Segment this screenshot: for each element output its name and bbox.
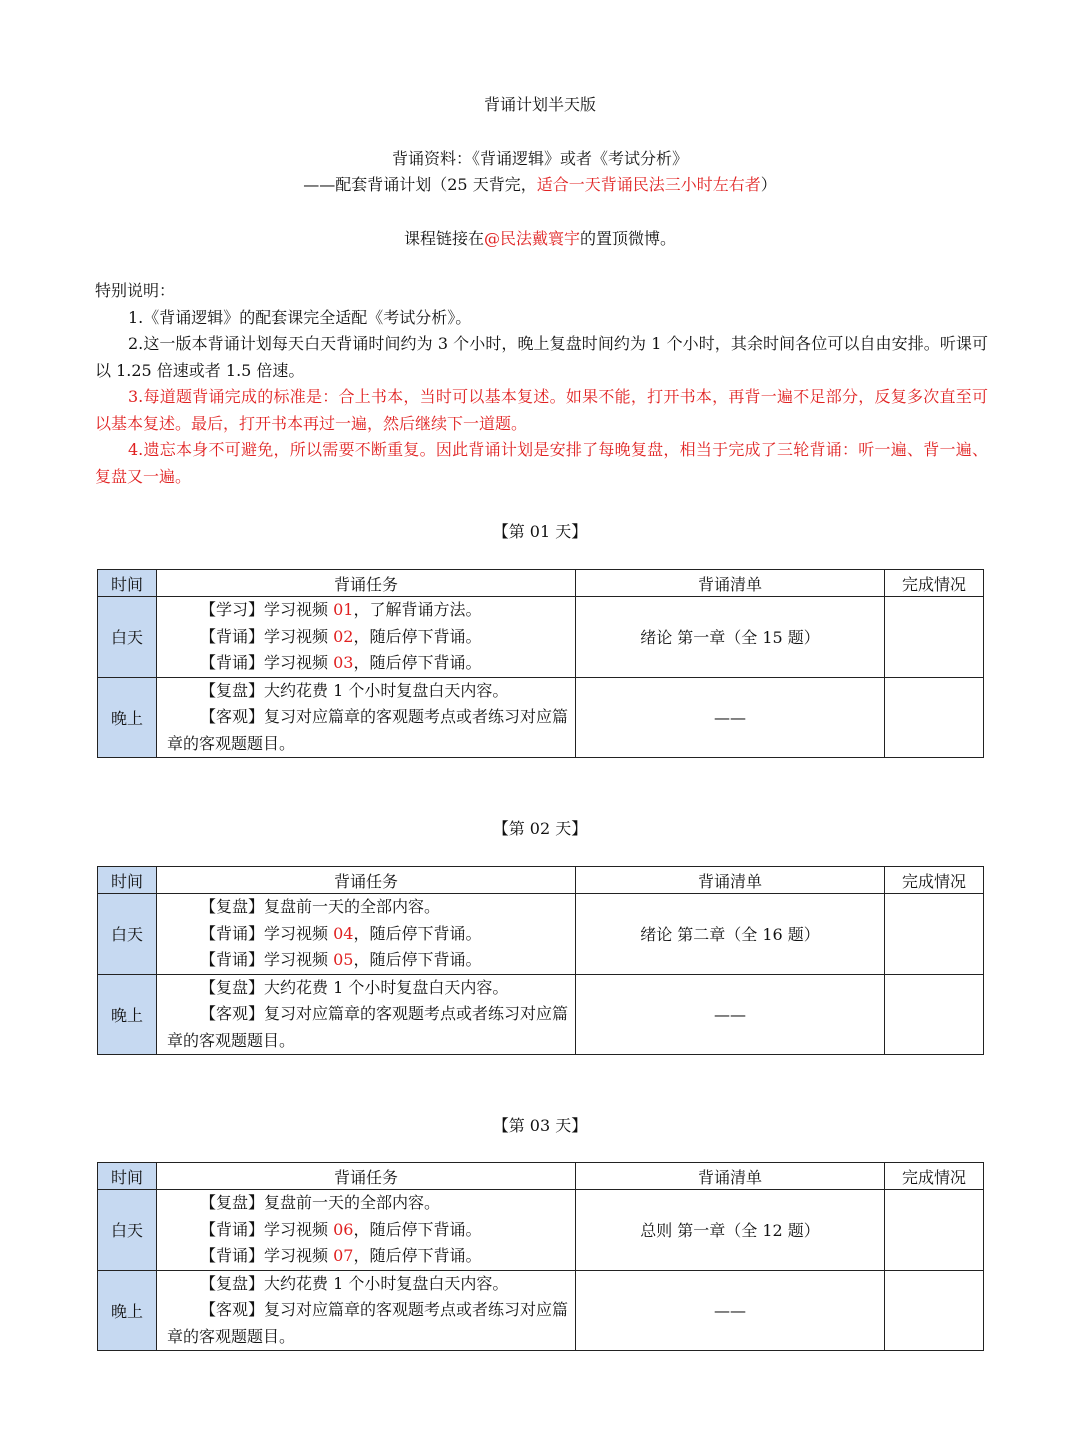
note-item-2: 2.这一版本背诵计划每天白天背诵时间约为 3 个小时，晚上复盘时间约为 1 个小时，其余时间各位可以自由安排。听课可以 1.25 倍速或者 1.5 倍速。 [95,334,988,380]
evening-status [885,1270,984,1351]
task-line: 【背诵】学习视频 03，随后停下背诵。 [200,653,482,672]
header-tasks: 背诵任务 [157,570,576,597]
daytime-tasks-cell [157,1190,576,1271]
course-link-prefix: 课程链接在 [403,229,484,248]
note-item-1: 1.《背诵逻辑》的配套课完全适配《考试分析》。 [128,307,472,327]
task-line: 【复盘】复盘前一天的全部内容。 [200,1193,441,1212]
daytime-list: 绪论 第二章（全 16 题） [576,894,885,975]
subtitle-plan [0,172,1080,195]
evening-label: 晚上 [98,1270,157,1351]
daytime-status [885,597,984,678]
header-list: 背诵清单 [576,1163,885,1190]
header-list: 背诵清单 [576,570,885,597]
video-number: 05 [333,950,354,969]
task-line: 【背诵】学习视频 04，随后停下背诵。 [200,923,482,943]
evening-tasks-cell [157,677,576,758]
note-item-4: 4.遗忘本身不可避免，所以需要不断重复。因此背诵计划是安排了每晚复盘，相当于完成了三轮背诵：听一遍、背一遍、复盘又一遍。 [95,440,988,486]
subtitle-materials: 背诵资料：《背诵逻辑》或者《考试分析》 [391,149,688,168]
task-line: 【背诵】学习视频 06，随后停下背诵。 [200,1219,482,1239]
evening-label: 晚上 [98,677,157,758]
daytime-tasks-cell [157,597,576,678]
daytime-label: 白天 [98,597,157,678]
task-line: 【背诵】学习视频 05，随后停下背诵。 [200,950,482,969]
evening-list: —— [576,677,885,758]
video-number: 03 [333,653,354,672]
evening-status [885,677,984,758]
daytime-label: 白天 [98,1190,157,1271]
video-number: 01 [333,600,354,619]
evening-status [885,974,984,1055]
header-time: 时间 [98,570,157,597]
task-line: 【背诵】学习视频 02，随后停下背诵。 [200,626,482,646]
day-02-table [97,866,984,1055]
header-status: 完成情况 [885,867,984,894]
task-line: 【客观】复习对应篇章的客观题考点或者练习对应篇章的客观题题目。 [167,1300,569,1346]
header-list: 背诵清单 [576,867,885,894]
task-line: 【复盘】大约花费 1 个小时复盘白天内容。 [200,680,509,700]
task-line: 【客观】复习对应篇章的客观题考点或者练习对应篇章的客观题题目。 [167,707,569,753]
daytime-status [885,894,984,975]
subtitle-plan-highlight: 适合一天背诵民法三小时左右者 [536,175,761,194]
task-line: 【复盘】大约花费 1 个小时复盘白天内容。 [200,1273,509,1293]
special-notes [95,278,988,490]
day-03-title: 【第 03 天】 [492,1116,588,1135]
daytime-status [885,1190,984,1271]
task-line: 【复盘】大约花费 1 个小时复盘白天内容。 [200,977,509,997]
notes-heading: 特别说明： [95,281,176,300]
evening-list: —— [576,974,885,1055]
daytime-label: 白天 [98,894,157,975]
video-number: 04 [333,923,354,943]
day-01-title: 【第 01 天】 [492,522,588,541]
document-title: 背诵计划半天版 [483,95,596,114]
header-status: 完成情况 [885,1163,984,1190]
evening-list: —— [576,1270,885,1351]
day-01-table [97,569,984,758]
header-time: 时间 [98,867,157,894]
task-line: 【背诵】学习视频 07，随后停下背诵。 [200,1246,482,1265]
daytime-tasks-cell [157,894,576,975]
header-tasks: 背诵任务 [157,1163,576,1190]
course-link-suffix: 的置顶微博。 [580,229,677,248]
header-status: 完成情况 [885,570,984,597]
task-line: 【复盘】复盘前一天的全部内容。 [200,897,441,916]
task-line: 【学习】学习视频 01，了解背诵方法。 [200,600,482,619]
day-03-table [97,1162,984,1351]
evening-label: 晚上 [98,974,157,1055]
video-number: 02 [333,626,354,646]
evening-tasks-cell [157,1270,576,1351]
header-time: 时间 [98,1163,157,1190]
video-number: 06 [333,1219,354,1239]
course-link-weibo: @民法戴寰宇 [483,229,580,248]
task-line: 【客观】复习对应篇章的客观题考点或者练习对应篇章的客观题题目。 [167,1004,569,1050]
evening-tasks-cell [157,974,576,1055]
header-tasks: 背诵任务 [157,867,576,894]
daytime-list: 绪论 第一章（全 15 题） [576,597,885,678]
subtitle-plan-prefix: ——配套背诵计划（25 天背完， [303,175,537,194]
course-link-line [0,226,1080,249]
day-02-title: 【第 02 天】 [492,819,588,838]
note-item-3: 3.每道题背诵完成的标准是：合上书本，当时可以基本复述。如果不能，打开书本，再背一遍不足部分，反复多次直至可以基本复述。最后，打开书本再过一遍，然后继续下一道题。 [95,387,988,433]
subtitle-plan-suffix: ） [760,175,777,194]
video-number: 07 [333,1246,354,1265]
daytime-list: 总则 第一章（全 12 题） [576,1190,885,1271]
